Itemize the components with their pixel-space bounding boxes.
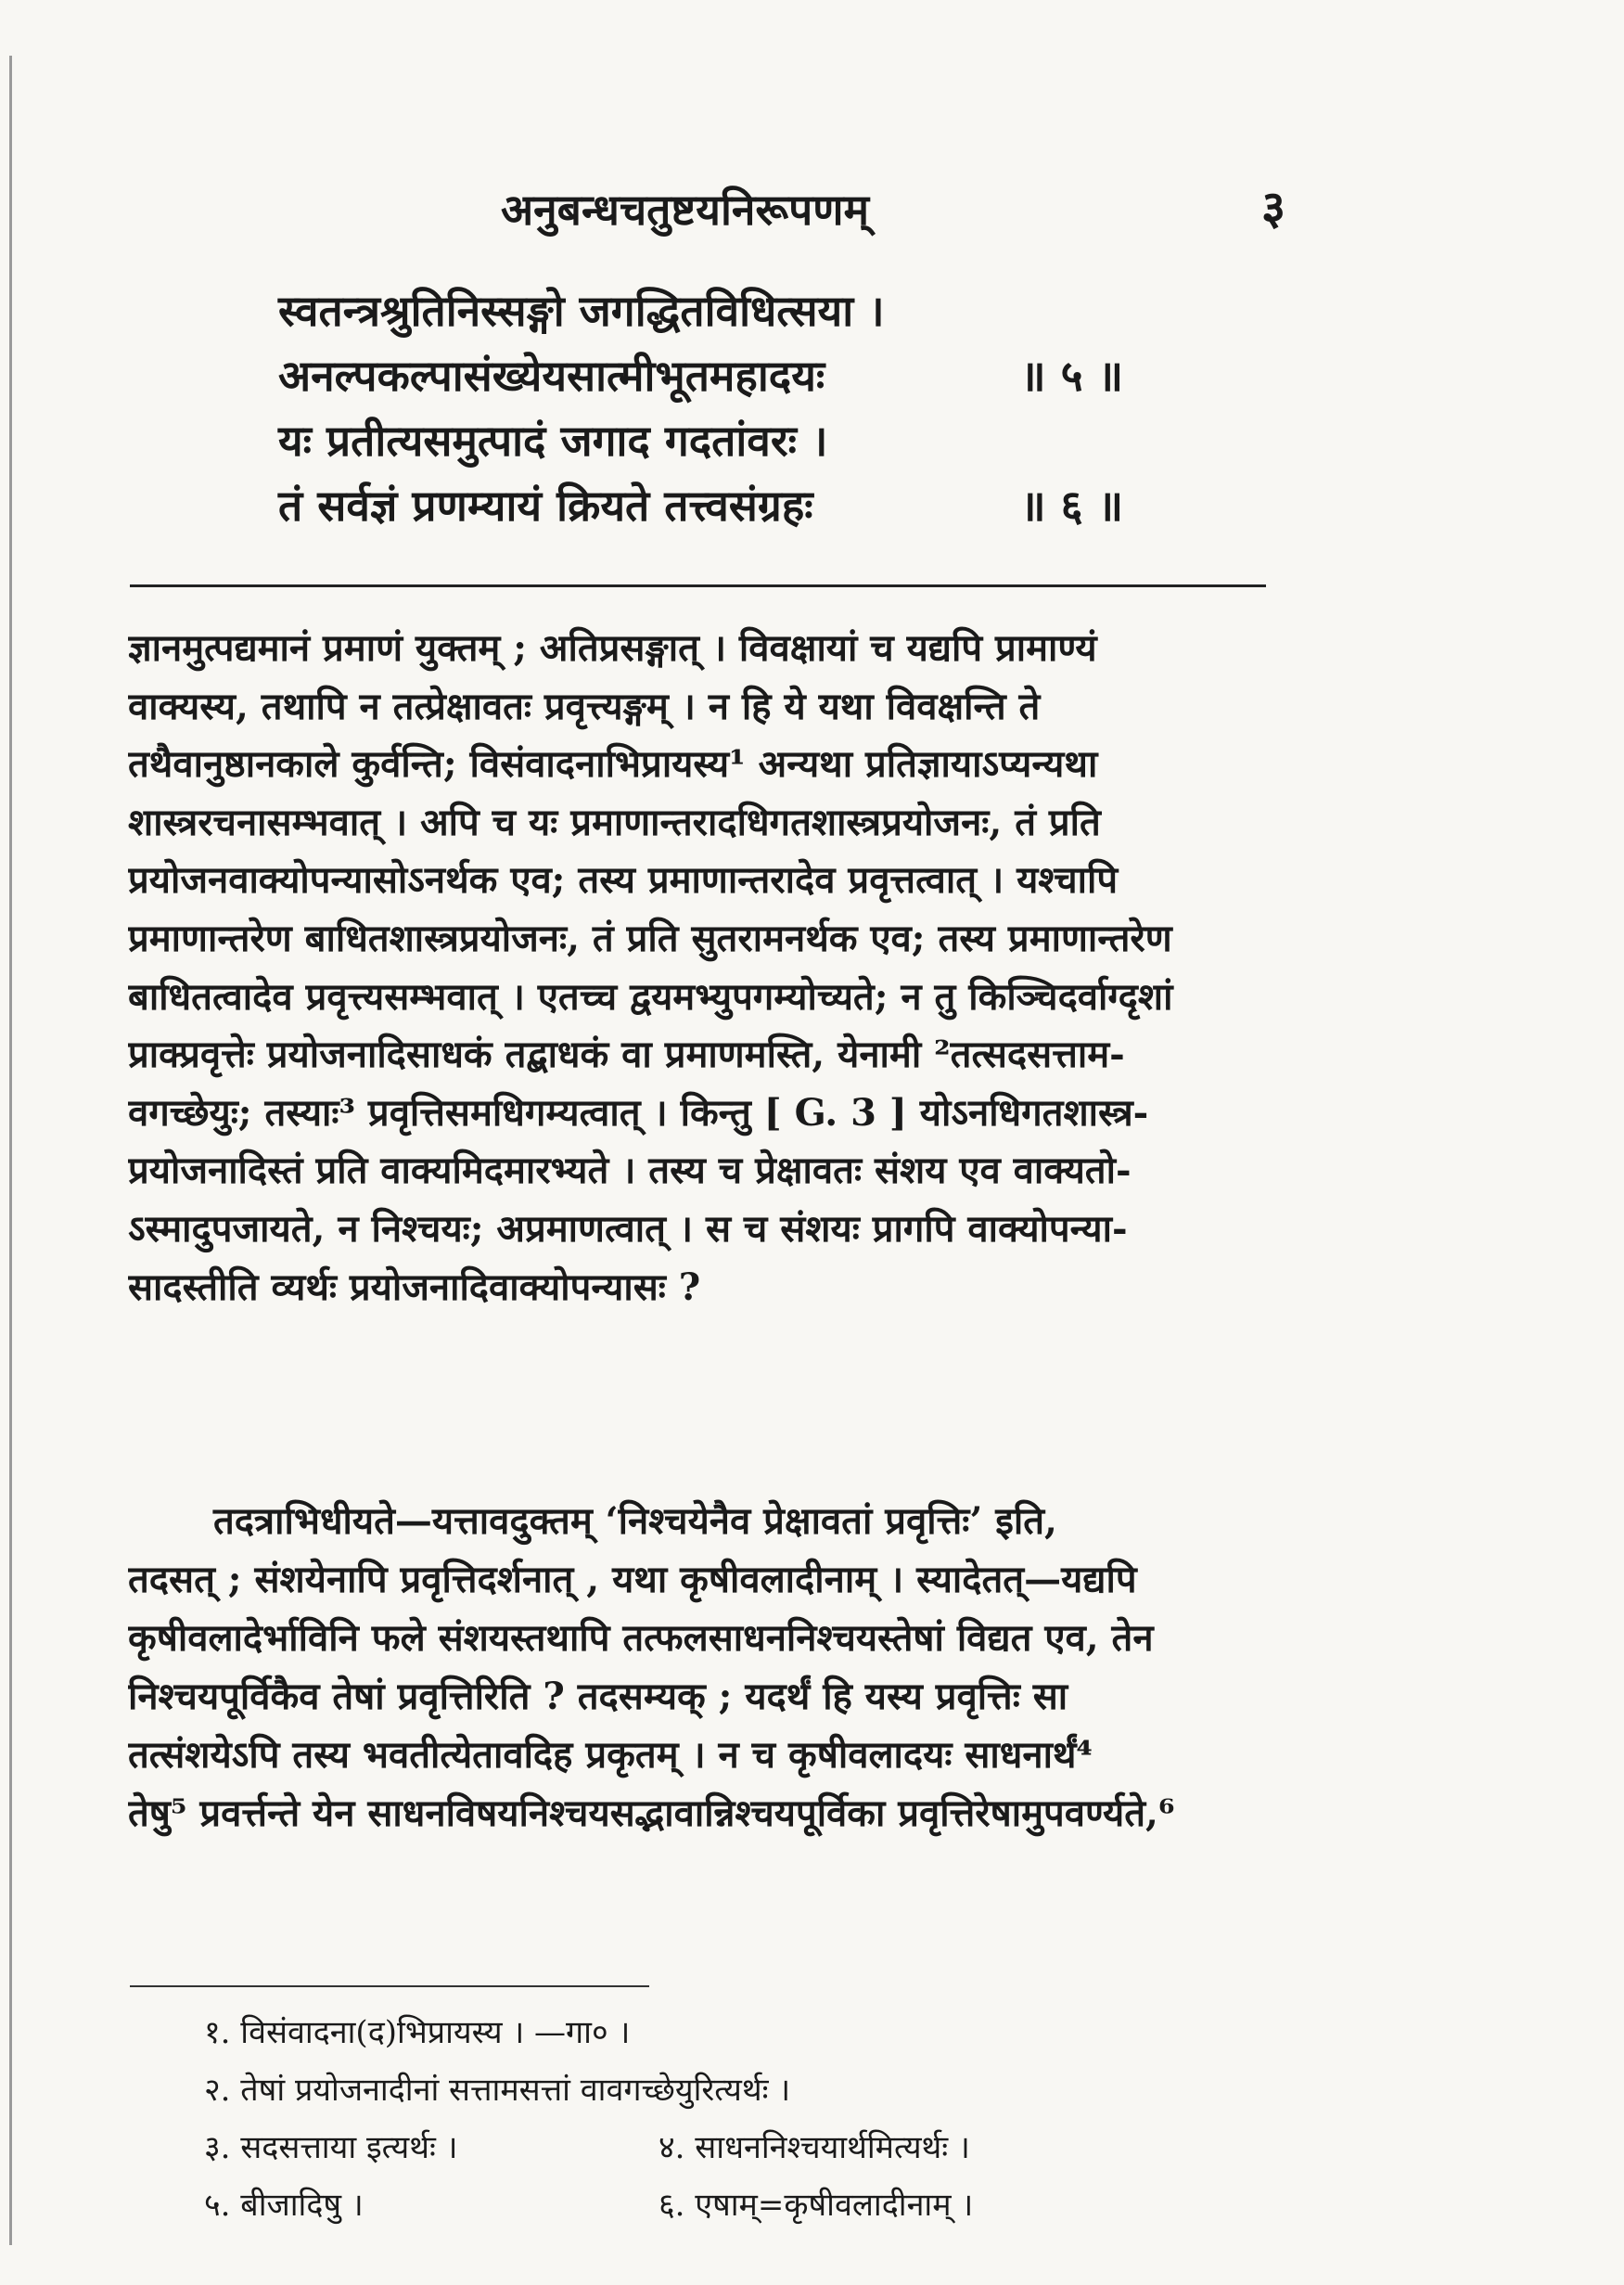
verse-line xyxy=(278,473,1206,538)
text-line: तदसत् ; संशयेनापि प्रवृत्तिदर्शनात् , यथा कृषीवलादीनाम् । स्यादेतत्—यद्यपि xyxy=(128,1558,1137,1601)
running-title: अनुबन्धचतुष्टयनिरूपणम् xyxy=(501,185,870,235)
text-line: निश्चयपूर्विकैव तेषां प्रवृत्तिरिति ? तदसम्यक् ; यदर्थं हि यस्य प्रवृत्तिः सा xyxy=(128,1675,1068,1718)
footnotes xyxy=(204,2004,1224,2234)
footnote: ६. एषाम्=कृषीवलादीनाम् । xyxy=(659,2187,974,2224)
text-line: वगच्छेयुः; तस्याः³ प्रवृत्तिसमधिगम्यत्वात् । किन्तु [ G. 3 ] योऽनधिगतशास्त्र- xyxy=(128,1090,1149,1135)
footnote: ५. बीजादिषु । xyxy=(204,2187,364,2224)
text-line: सादस्तीति व्यर्थः प्रयोजनादिवाक्योपन्यासः ? xyxy=(128,1264,701,1309)
verse-divider-rule xyxy=(130,584,1266,587)
text-line: तत्संशयेऽपि तस्य भवतीत्येतावदिह प्रकृतम् । न च कृषीवलादयः साधनार्थं⁴ xyxy=(128,1733,1093,1777)
footnote-line xyxy=(204,2004,1224,2061)
page-header xyxy=(0,174,1624,239)
text-line: तथैवानुष्ठानकाले कुर्वन्ति; विसंवादनाभिप्रायस्य¹ अन्यथा प्रतिज्ञायाऽप्यन्यथा xyxy=(128,742,1098,787)
verse-text: तं सर्वज्ञं प्रणम्यायं क्रियते तत्त्वसंग्रहः xyxy=(278,481,813,531)
footnote-line xyxy=(204,2061,1224,2119)
verse-line xyxy=(278,343,1206,408)
text-line: प्रमाणान्तरेण बाधितशास्त्रप्रयोजनः, तं प्रति सुतरामनर्थक एव; तस्य प्रमाणान्तरेण xyxy=(128,916,1172,960)
text-line: प्राक्प्रवृत्तेः प्रयोजनादिसाधकं तद्बाधकं वा प्रमाणमस्ति, येनामी ²तत्सदसत्ताम- xyxy=(128,1033,1125,1077)
text-line: कृषीवलादेर्भाविनि फले संशयस्तथापि तत्फलसाधननिश्चयस्तेषां विद्यत एव, तेन xyxy=(128,1616,1154,1660)
verse-block xyxy=(278,278,1206,538)
text-line: तेषु⁵ प्रवर्त्तन्ते येन साधनविषयनिश्चयसद्भावान्निश्चयपूर्विका प्रवृत्तिरेषामुपवर्ण्यते,⁶ xyxy=(128,1791,1175,1835)
verse-text: यः प्रतीत्यसमुत्पादं जगाद गदतांवरः । xyxy=(278,416,828,466)
footnote: २. तेषां प्रयोजनादीनां सत्तामसत्तां वावगच्छेयुरित्यर्थः । xyxy=(204,2072,791,2109)
verse-line xyxy=(278,408,1206,473)
text-line: वाक्यस्य, तथापि न तत्प्रेक्षावतः प्रवृत्त्यङ्गम् । न हि ये यथा विवक्षन्ति ते xyxy=(128,684,1041,728)
text-line: तदत्राभिधीयते—यत्तावदुक्तम् ‘निश्चयेनैव प्रेक्षावतां प्रवृत्तिः’ इति, xyxy=(213,1499,1057,1543)
commentary-paragraph-2 xyxy=(128,1492,1271,1842)
text-line: ऽस्मादुपजायते, न निश्चयः; अप्रमाणत्वात् । स च संशयः प्रागपि वाक्योपन्या- xyxy=(128,1206,1128,1251)
page-edge-shadow xyxy=(9,56,12,2245)
footnote-line xyxy=(204,2119,1224,2176)
text-line: बाधितत्वादेव प्रवृत्त्यसम्भवात् । एतच्च द्वयमभ्युपगम्योच्यते; न तु किञ्चिदर्वाग्दृशां xyxy=(128,974,1173,1019)
verse-number: ॥ ५ ॥ xyxy=(1020,351,1124,401)
footnote-line xyxy=(204,2176,1224,2234)
commentary-paragraph-1 xyxy=(128,620,1271,1316)
footnote: ३. सदसत्ताया इत्यर्थः । xyxy=(204,2129,458,2166)
footnote-rule xyxy=(130,1985,649,1987)
page-number: ३ xyxy=(1261,180,1285,235)
footnote: ४. साधननिश्चयार्थमित्यर्थः । xyxy=(659,2129,970,2166)
text-line: ज्ञानमुत्पद्यमानं प्रमाणं युक्तम् ; अतिप्रसङ्गात् । विवक्षायां च यद्यपि प्रामाण्यं xyxy=(128,626,1097,670)
verse-text: स्वतन्त्रश्रुतिनिस्सङ्गो जगद्धितविधित्सया । xyxy=(278,286,885,336)
verse-number: ॥ ६ ॥ xyxy=(1020,481,1124,531)
verse-line xyxy=(278,278,1206,343)
verse-text: अनल्पकल्पासंख्येयसात्मीभूतमहादयः xyxy=(278,351,825,401)
footnote: १. विसंवादना(द)भिप्रायस्य । —गा० । xyxy=(204,2014,631,2051)
text-line: प्रयोजनवाक्योपन्यासोऽनर्थक एव; तस्य प्रमाणान्तरादेव प्रवृत्तत्वात् । यश्चापि xyxy=(128,858,1119,903)
text-line: प्रयोजनादिस्तं प्रति वाक्यमिदमारभ्यते । तस्य च प्रेक्षावतः संशय एव वाक्यतो- xyxy=(128,1149,1132,1193)
text-line: शास्त्ररचनासम्भवात् । अपि च यः प्रमाणान्तरादधिगतशास्त्रप्रयोजनः, तं प्रति xyxy=(128,800,1101,844)
